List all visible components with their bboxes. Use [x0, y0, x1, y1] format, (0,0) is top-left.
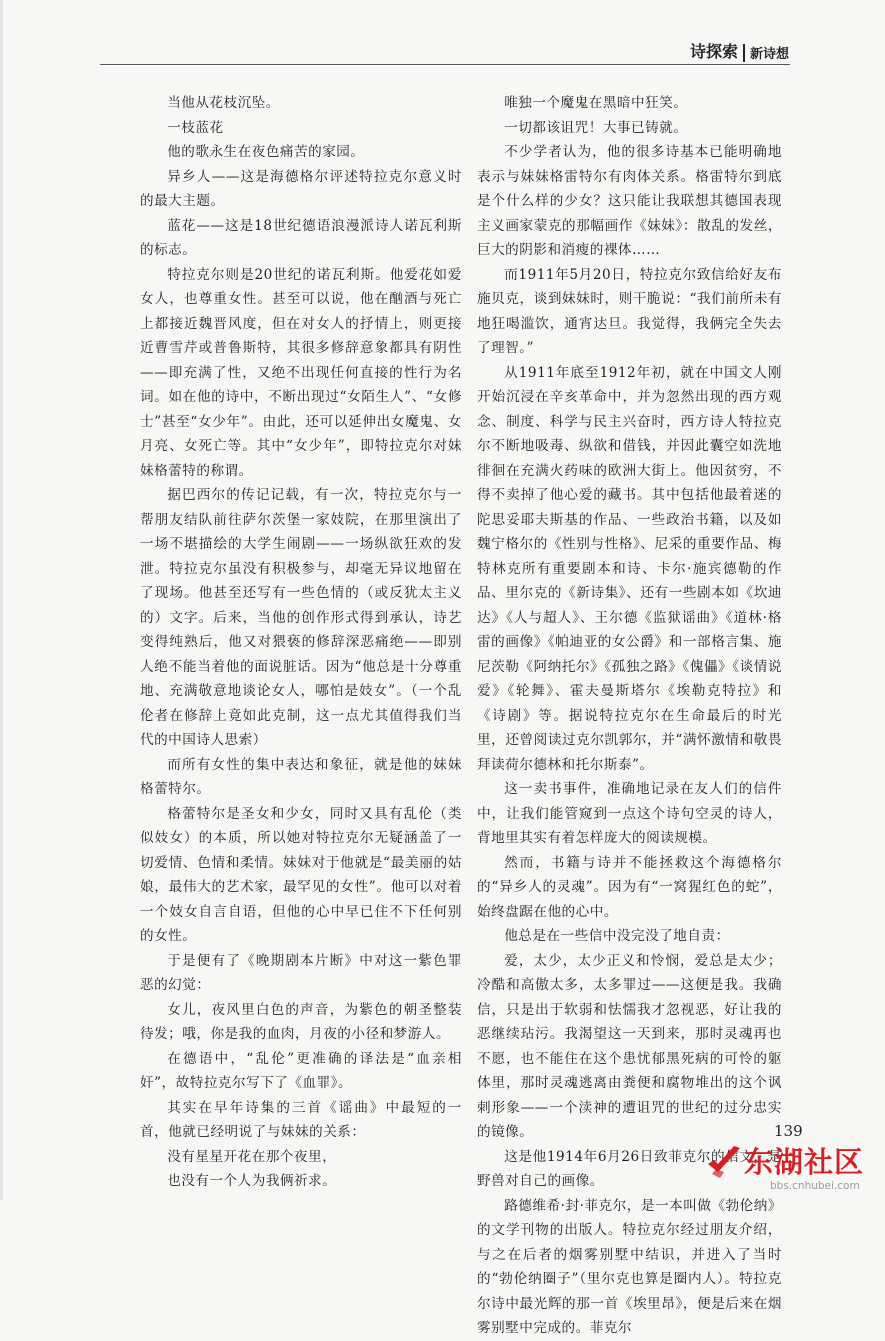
paragraph: 异乡人——这是海德格尔评述特拉克尔意义时的最大主题。 [140, 168, 462, 209]
header-rule [100, 64, 790, 65]
page-edge [0, 0, 3, 1200]
paragraph: 这是他1914年6月26日致菲克尔的信文，是野兽对自己的画像。 [477, 1148, 782, 1189]
paragraph: 特拉克尔则是20世纪的诺瓦利斯。他爱花如爱女人，也尊重女性。甚至可以说，他在酗酒与死亡上都接近魏晋风度，但在对女人的抒情上，则更接近曹雪芹或普鲁斯特，其很多修辞意象都具有阴性——即充满了性，又绝不出现任何直接的性行为名词。如在他的诗中，不断出现过“女陌生人”、“女修士”甚至“女少年”。由此，还可以延伸出女魔鬼、女月亮、女死亡等。其中“女少年”，即特拉克尔对妹妹格蕾特的称谓。 [140, 266, 462, 479]
paragraph: 没有星星开花在那个夜里， [167, 1148, 337, 1165]
paragraph: 然而，书籍与诗并不能拯救这个海德格尔的“异乡人的灵魂”。因为有“一窝猩红色的蛇”，始终盘踞在他的心中。 [477, 854, 782, 920]
paragraph: 蓝花——这是18世纪德语浪漫派诗人诺瓦利斯的标志。 [140, 217, 462, 258]
page-number: 139 [774, 1122, 803, 1140]
paragraph: 而1911年5月20日，特拉克尔致信给好友布施贝克，谈到妹妹时，则干脆说：“我们前所未有地狂喝滥饮，通宵达旦。我觉得，我俩完全失去了理智。” [477, 266, 782, 356]
paragraph: 他的歌永生在夜色痛苦的家园。 [167, 144, 365, 160]
paragraph: 一切都该诅咒！大事已铸就。 [504, 119, 688, 136]
site-watermark [704, 1140, 882, 1198]
paragraph: 一枝蓝花 [167, 119, 224, 136]
paragraph: 其实在早年诗集的三首《谣曲》中最短的一首，他就已经明说了与妹妹的关系： [140, 1099, 462, 1140]
paragraph: 爱，太少，太少正义和怜悯，爱总是太少；冷酷和高傲太多，太多罪过——这便是我。我确信，只是出于软弱和怯懦我才忽视恶，好让我的恶继续玷污。我渴望这一天到来，那时灵魂再也不愿，也不能住在这个患忧郁黑死病的可怜的躯体里，那时灵魂逃离由粪便和腐物堆出的这个讽刺形象——一个渎神的遭诅咒的世纪的过分忠实的镜像。 [477, 952, 782, 1140]
paragraph: 在德语中，“乱伦”更准确的译法是“血亲相奸”，故特拉克尔写下了《血罪》。 [140, 1050, 462, 1091]
header-subsection-title: 新诗想 [749, 47, 789, 62]
paragraph: 格蕾特尔是圣女和少女，同时又具有乱伦（类似妓女）的本质，所以她对特拉克尔无疑涵盖了一切爱情、色情和柔情。妹妹对于他就是“最美丽的姑娘，最伟大的艺术家，最罕见的女性”。他可以对着一个妓女自言自语，但他的心中早已住不下任何别的女性。 [140, 805, 462, 944]
paragraph: 这一卖书事件，准确地记录在友人们的信件中，让我们能管窥到一点这个诗句空灵的诗人，背地里其实有着怎样庞大的阅读规模。 [477, 781, 782, 846]
paragraph: 而所有女性的集中表达和象征，就是他的妹妹格蕾特尔。 [140, 756, 462, 797]
paragraph: 从1911年底至1912年初，就在中国文人刚开始沉浸在辛亥革命中，并为忽然出现的西方观念、制度、科学与民主兴奋时，西方诗人特拉克尔不断地吸毒、纵欲和借钱，并因此囊空如洗地徘徊在充满火药味的欧洲大街上。他因贫穷，不得不卖掉了他心爱的藏书。其中包括他最着迷的陀思妥耶夫斯基的作品、一些政治书籍，以及如魏宁格尔的《性别与性格》、尼采的重要作品、梅特林克所有重要剧本和诗、卡尔·施宾德勒的作品、里尔克的《新诗集》、还有一些剧本如《坎迪达》《人与超人》、王尔德《监狱谣曲》《道林·格雷的画像》《帕迪亚的女公爵》和一部格言集、施尼茨勒《阿纳托尔》《孤独之路》《傀儡》《谈情说爱》《轮舞》、霍夫曼斯塔尔《埃勒克特拉》和《诗剧》等。据说特拉克尔在生命最后的时光里，还曾阅读过克尔凯郭尔，并“满怀激情和敬畏拜读荷尔德林和托尔斯泰”。 [477, 364, 782, 773]
header-divider [743, 44, 745, 62]
paragraph: 唯独一个魔鬼在黑暗中狂笑。 [504, 95, 688, 111]
paragraph: 路德维希·封·菲克尔，是一本叫做《勃伦纳》的文学刊物的出版人。特拉克尔经过朋友介绍，与之在后者的烟雾别墅中结识，并进入了当时的“勃伦纳圈子”（里尔克也算是圈内人）。特拉克尔诗中最光辉的那一首《埃里昂》，便是后来在烟雾别墅中完成的。菲克尔 [477, 1197, 782, 1336]
header-section-title: 诗探索 [689, 42, 738, 61]
paragraph: 也没有一个人为我俩祈求。 [167, 1173, 337, 1189]
paragraph: 女儿，夜风里白色的声音，为紫色的朝圣整装待发；哦，你是我的血肉，月夜的小径和梦游人。 [140, 1001, 462, 1042]
paragraph: 据巴西尔的传记记载，有一次，特拉克尔与一帮朋友结队前往萨尔茨堡一家妓院，在那里演出了一场不堪描绘的大学生闹剧——一场纵欲狂欢的发泄。特拉克尔虽没有积极参与，却毫无异议地留在了现场。他甚至还写有一些色情的（或反犹太主义的）文字。后来，当他的创作形式得到承认，诗艺变得纯熟后，他又对猥亵的修辞深恶痛绝——即别人绝不能当着他的面说脏话。因为“他总是十分尊重地、充满敬意地谈论女人，哪怕是妓女”。（一个乱伦者在修辞上竟如此克制，这一点尤其值得我们当代的中国诗人思索） [140, 487, 462, 748]
paragraph: 他总是在一些信中没完没了地自责： [504, 928, 730, 944]
running-header [690, 40, 789, 62]
watermark-url: bbs.cnhubei.com [770, 1180, 860, 1192]
hook-logo-icon [704, 1142, 744, 1182]
watermark-brand: 东湖社区 [744, 1145, 865, 1179]
paragraph: 当他从花枝沉坠。 [167, 95, 280, 111]
left-text-column [140, 91, 462, 1194]
paragraph: 不少学者认为，他的很多诗基本已能明确地表示与妹妹格雷特尔有肉体关系。格雷特尔到底是个什么样的少女？这只能让我联想其德国表现主义画家蒙克的那幅画作《妹妹》：散乱的发丝，巨大的阴影和消瘦的裸体…… [477, 144, 782, 258]
paragraph: 于是便有了《晚期剧本片断》中对这一紫色罪恶的幻觉： [140, 952, 462, 993]
